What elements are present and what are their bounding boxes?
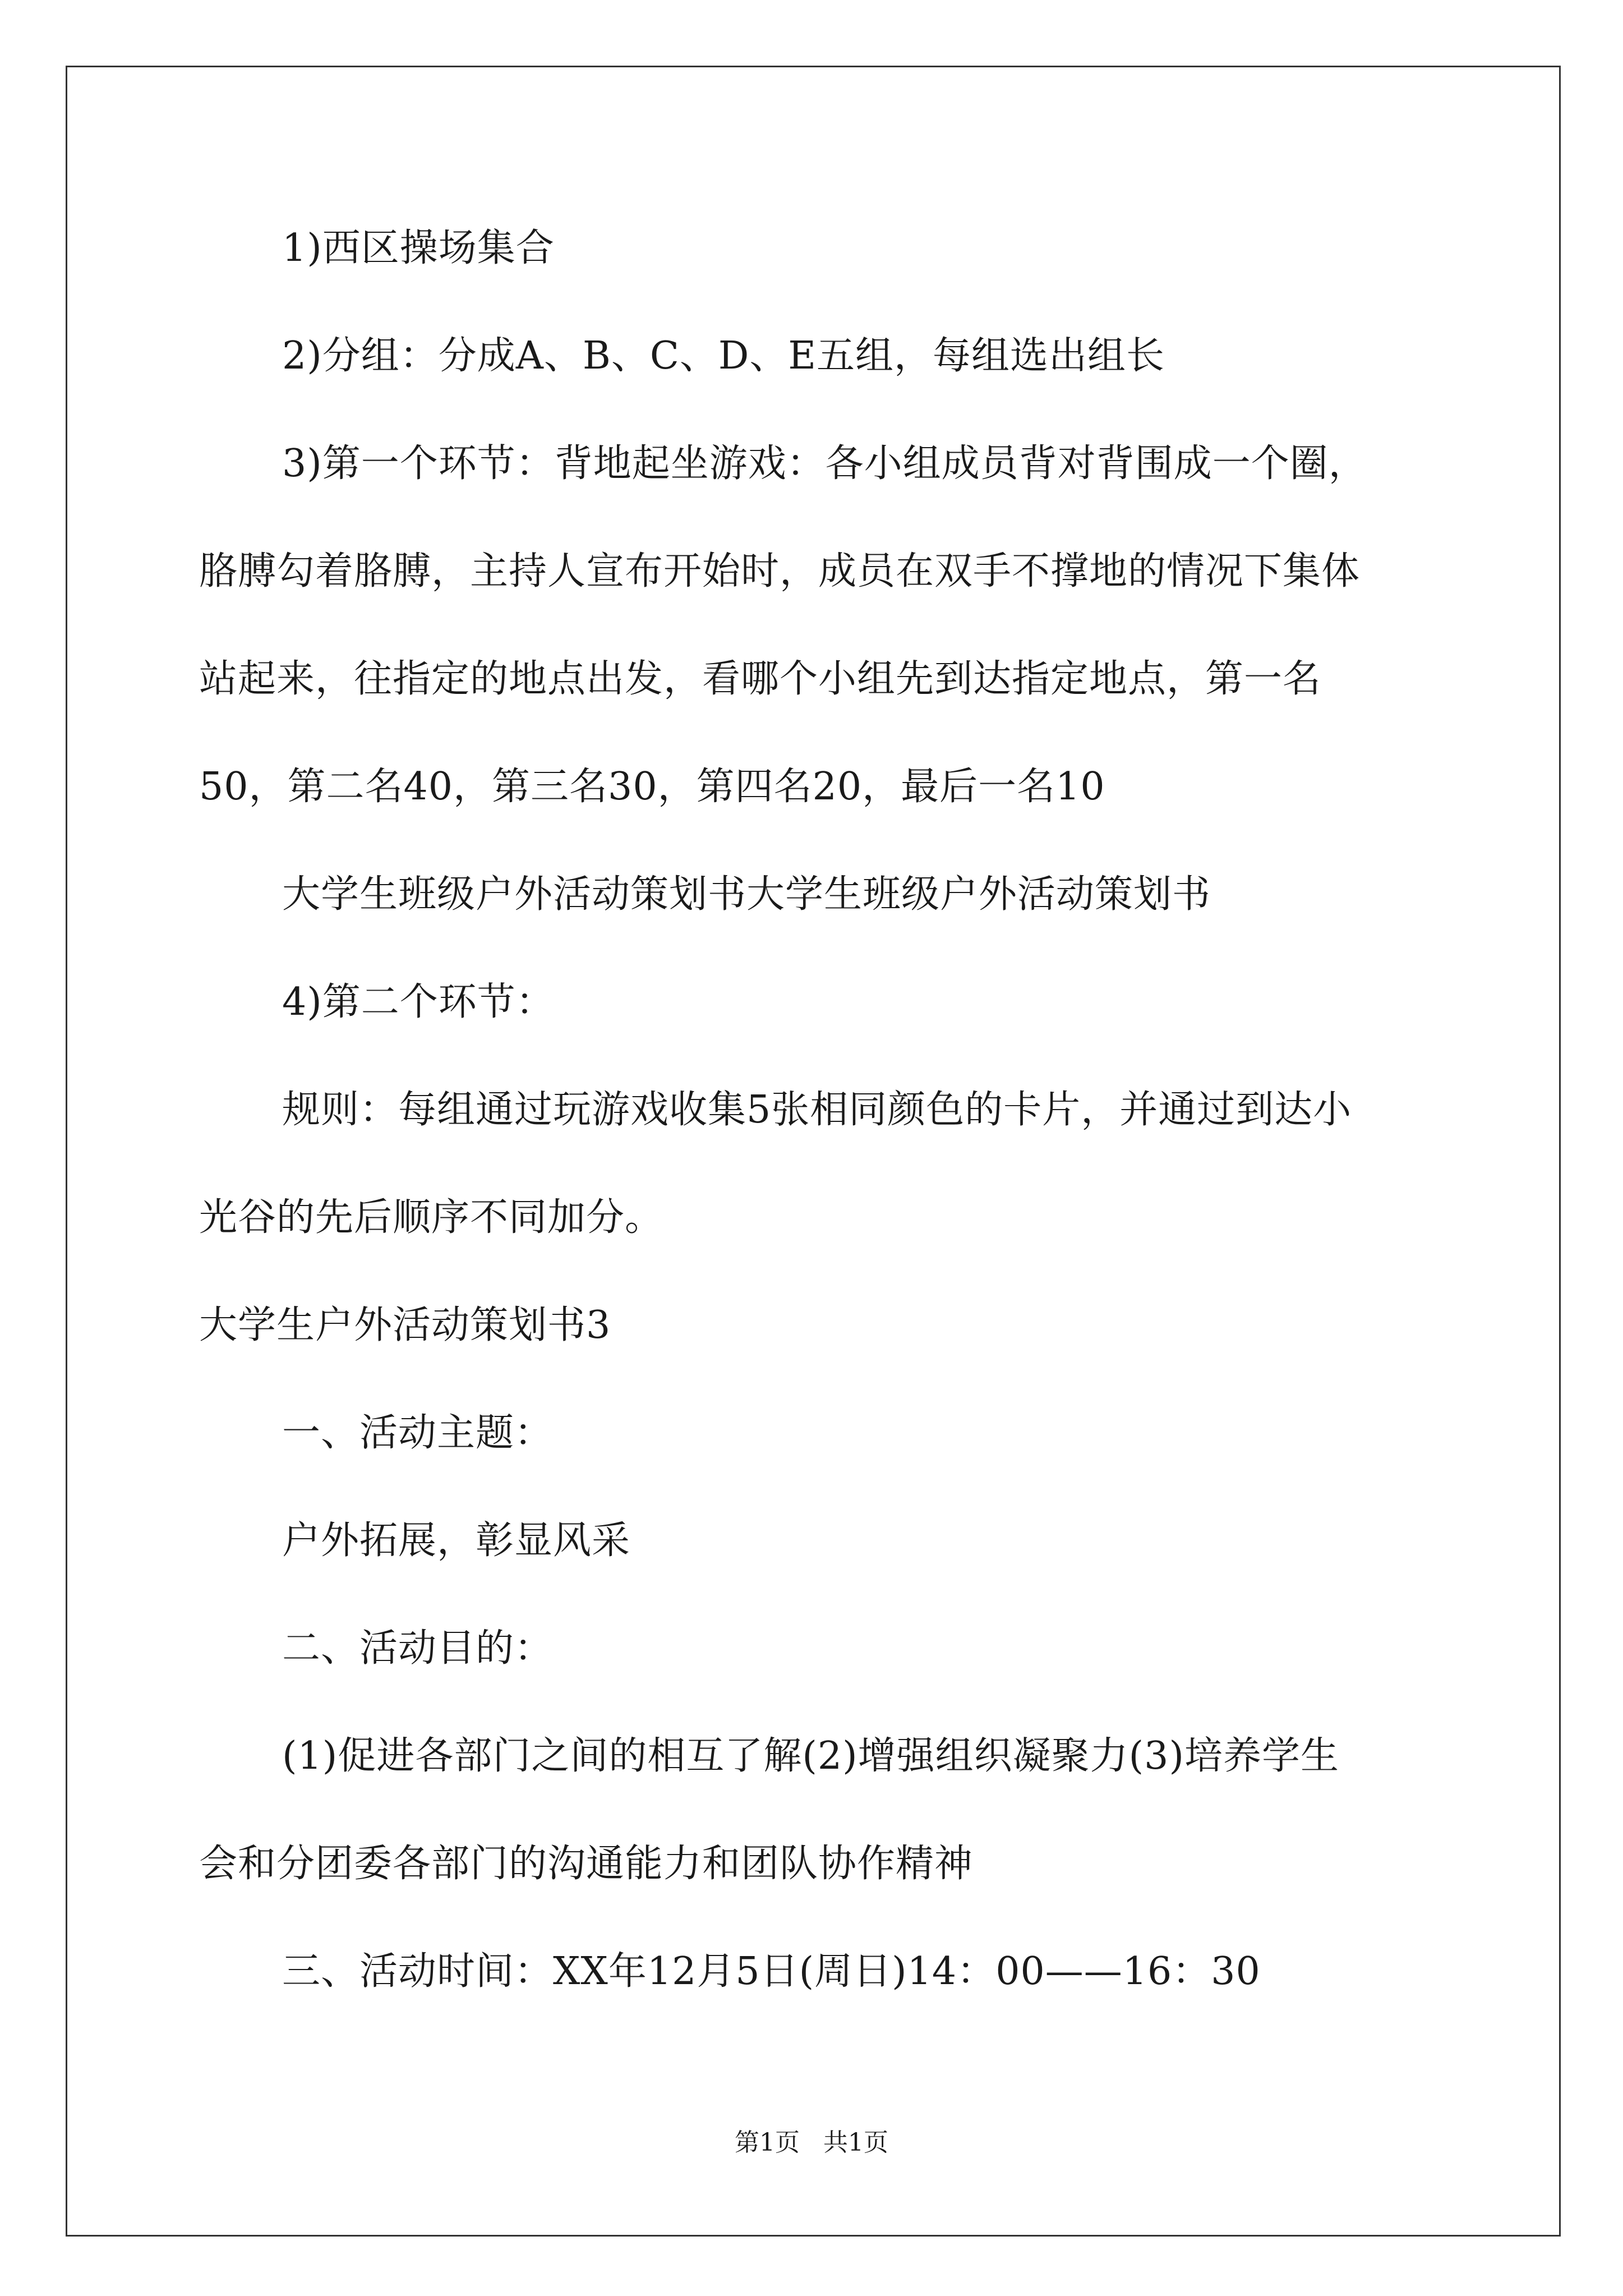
paragraph (199, 1083, 1455, 1245)
paragraph (199, 222, 1455, 275)
paragraph (199, 976, 1455, 1029)
document-body (199, 222, 1455, 1999)
text-line: (1)促进各部门之间的相互了解(2)增强组织凝聚力(3)培养学生 (282, 1734, 1339, 1778)
paragraph (199, 1514, 1455, 1568)
text-line: 4)第二个环节： (282, 980, 555, 1024)
text-line: 户外拓展，彰显风采 (282, 1519, 631, 1563)
paragraph (199, 868, 1455, 922)
page-footer: 第1页 共1页 (735, 2128, 888, 2157)
text-line: 一、活动主题： (282, 1411, 554, 1455)
text-line: 规则：每组通过玩游戏收集5张相同颜色的卡片，并通过到达小 (282, 1088, 1352, 1132)
text-line: 2)分组：分成A、B、C、D、E五组，每组选出组长 (282, 334, 1165, 378)
text-line: 光谷的先后顺序不同加分。 (199, 1195, 664, 1240)
text-line: 3)第一个环节：背地起坐游戏：各小组成员背对背围成一个圈， (282, 441, 1367, 486)
text-line: 三、活动时间：XX年12月5日(周日)14：00——16：30 (282, 1949, 1261, 1994)
text-line: 大学生班级户外活动策划书大学生班级户外活动策划书 (282, 872, 1211, 917)
section-heading (199, 1299, 1455, 1352)
paragraph (199, 1729, 1455, 1891)
paragraph (199, 437, 1455, 814)
paragraph (199, 1406, 1455, 1460)
text-line: 站起来，往指定的地点出发，看哪个小组先到达指定地点，第一名 (199, 657, 1322, 701)
text-line: 会和分团委各部门的沟通能力和团队协作精神 (199, 1842, 974, 1886)
paragraph (199, 1945, 1455, 1999)
text-line: 二、活动目的： (282, 1626, 554, 1671)
text-line: 大学生户外活动策划书3 (199, 1303, 611, 1347)
paragraph (199, 1622, 1455, 1676)
text-line: 1)西区操场集合 (282, 226, 555, 270)
paragraph (199, 329, 1455, 383)
text-line: 50，第二名40，第三名30，第四名20，最后一名10 (199, 765, 1105, 809)
text-line: 胳膊勾着胳膊，主持人宣布开始时，成员在双手不撑地的情况下集体 (199, 549, 1361, 593)
